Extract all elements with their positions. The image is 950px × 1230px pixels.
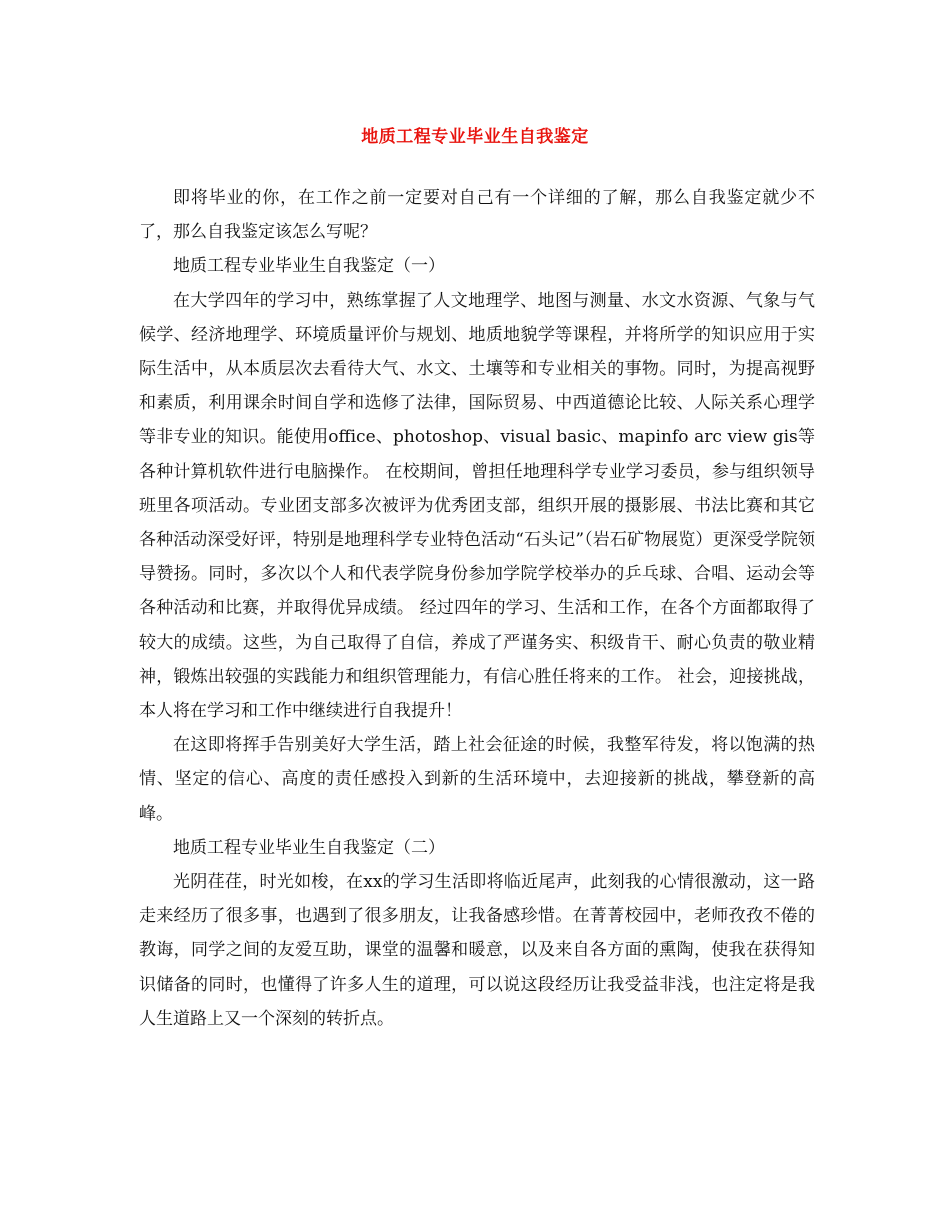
document-body — [139, 181, 815, 1036]
intro-paragraph: 即将毕业的你，在工作之前一定要对自己有一个详细的了解，那么自我鉴定就少不了，那么自我鉴定该怎么写呢？ — [139, 188, 815, 243]
section-heading-two: 地质工程专业毕业生自我鉴定（二） — [173, 837, 445, 858]
section-one-paragraph: 在大学四年的学习中，熟练掌握了人文地理学、地图与测量、水文水资源、气象与气候学、经济地理学、环境质量评价与规划、地质地貌学等课程，并将所学的知识应用于实际生活中，从本质层次去看待大气、水文、土壤等和专业相关的事物。同时，为提高视野和素质，利用课余时间自学和选修了法律，国际贸易、中西道德论比较、人际关系心理学等非专业的知识。能使用office、photoshop、visual basic、mapinfo arc view gis等各种计算机软件进行电脑操作。 在校期间，曾担任地理科学专业学习委员，参与组织领导班里各项活动。专业团支部多次被评为优秀团支部，组织开展的摄影展、书法比赛和其它各种活动深受好评，特别是地理科学专业特色活动“石头记”（岩石矿物展览）更深受学院领导赞扬。同时，多次以个人和代表学院身份参加学院学校举办的乒乓球、合唱、运动会等各种活动和比赛，并取得优异成绩。 经过四年的学习、生活和工作，在各个方面都取得了较大的成绩。这些，为自己取得了自信，养成了严谨务实、积级肯干、耐心负责的敬业精神，锻炼出较强的实践能力和组织管理能力，有信心胜任将来的工作。 社会，迎接挑战，本人将在学习和工作中继续进行自我提升！ — [139, 290, 815, 722]
section-heading-one: 地质工程专业毕业生自我鉴定（一） — [173, 256, 445, 277]
section-one-closing-paragraph: 在这即将挥手告别美好大学生活，踏上社会征途的时候，我整军待发，将以饱满的热情、坚定的信心、高度的责任感投入到新的生活环境中，去迎接新的挑战，攀登新的高峰。 — [139, 735, 815, 824]
section-two-paragraph: 光阴荏荏，时光如梭，在xx的学习生活即将临近尾声，此刻我的心情很激动，这一路走来经历了很多事，也遇到了很多朋友，让我备感珍惜。在菁菁校园中，老师孜孜不倦的教诲，同学之间的友爱互助，课堂的温馨和暖意，以及来自各方面的熏陶，使我在获得知识储备的同时，也懂得了许多人生的道理，可以说这段经历让我受益非浅，也注定将是我人生道路上又一个深刻的转折点。 — [139, 872, 815, 1029]
document-title: 地质工程专业毕业生自我鉴定 — [361, 127, 589, 147]
